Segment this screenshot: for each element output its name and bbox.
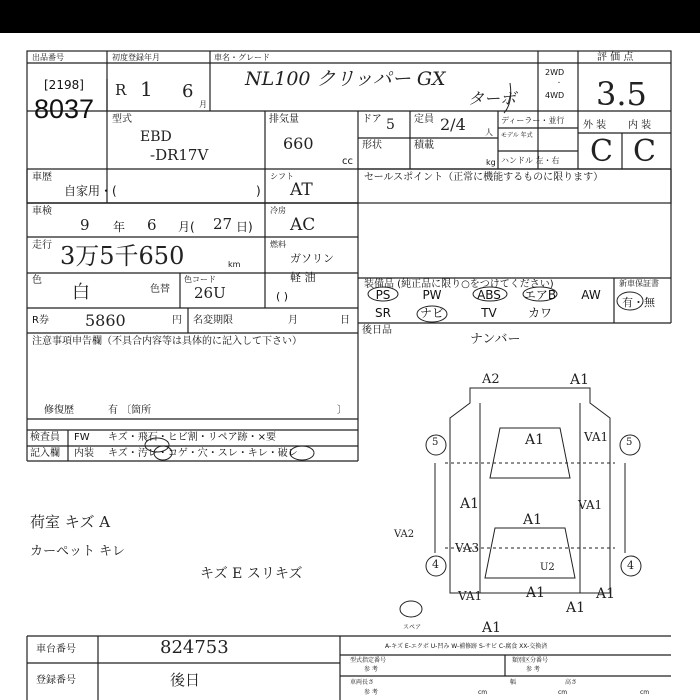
chassis: 824753 bbox=[160, 637, 229, 658]
length-cm: cm bbox=[478, 689, 488, 696]
fw-label: FW bbox=[74, 432, 90, 443]
class-ref: 参 考 bbox=[526, 666, 540, 673]
equip-ps: PS bbox=[375, 288, 391, 302]
capacity-label: 定員 bbox=[414, 114, 434, 125]
capacity: 2/4 bbox=[440, 115, 466, 134]
usage-paren: ) bbox=[256, 184, 261, 198]
handwritten-note-1: 荷室 キズ A bbox=[30, 513, 111, 531]
writer-label: 記入欄 bbox=[30, 448, 60, 459]
first-reg-month: 6 bbox=[182, 81, 194, 102]
lot-label: 出品番号 bbox=[32, 53, 64, 62]
color-change-label: 色替 bbox=[150, 284, 170, 295]
shift-label: シフト bbox=[270, 172, 294, 181]
score-label: 評 価 点 bbox=[597, 52, 634, 63]
exterior-label: 外 装 bbox=[583, 120, 607, 131]
equipment-label: 装備品 (純正品に限り○をつけてください) bbox=[364, 279, 554, 290]
load-label: 積載 bbox=[414, 140, 434, 151]
reg: 後日 bbox=[170, 671, 201, 689]
inspection-day: 27 bbox=[213, 215, 233, 233]
chassis-label: 車台番号 bbox=[36, 644, 76, 655]
repair-label: 修復歴 bbox=[44, 405, 74, 416]
diagram-mark: U2 bbox=[540, 562, 555, 573]
equip-airbag: エアB bbox=[523, 288, 557, 302]
diagram-mark: A2 bbox=[482, 372, 500, 387]
month-paren: 月( bbox=[178, 220, 195, 234]
rear-label: 後日品 bbox=[362, 325, 392, 336]
length-label: 車両長さ bbox=[350, 679, 375, 686]
type-cert-label: 型式指定番号 bbox=[350, 657, 387, 664]
recycle: 5860 bbox=[85, 311, 126, 330]
score: 3.5 bbox=[596, 75, 647, 113]
doors: 5 bbox=[386, 117, 395, 133]
month-unit: 月 bbox=[199, 100, 207, 109]
usage-label: 車歴 bbox=[32, 172, 52, 183]
color-label: 色 bbox=[32, 275, 42, 286]
handwritten-note-2: カーペット キレ bbox=[30, 544, 126, 559]
model-year-label: モデル 年式 bbox=[501, 132, 533, 139]
height-cm: cm bbox=[640, 689, 650, 696]
drive-4wd: 4WD bbox=[545, 91, 565, 100]
car-grade: ターボ bbox=[468, 89, 517, 108]
equip-sr: SR bbox=[375, 306, 391, 320]
sales-point-label: セールスポイント（正常に機能するものに限ります） bbox=[364, 172, 604, 183]
equip-pw: PW bbox=[422, 288, 442, 302]
shape-label: 形状 bbox=[362, 140, 382, 151]
equip-abs: ABS bbox=[477, 288, 501, 302]
car-name: NL100 クリッパー GX bbox=[245, 68, 446, 90]
fuel-gasoline: ガソリン bbox=[290, 252, 334, 265]
spare-label: スペア bbox=[403, 624, 422, 631]
diagram-mark: VA2 bbox=[394, 529, 415, 540]
drive-dot: ・ bbox=[556, 80, 563, 87]
usage: 自家用・( bbox=[64, 184, 117, 198]
warranty-label: 新車保証書 bbox=[619, 279, 659, 288]
first-reg-era: R bbox=[115, 81, 127, 99]
diagram-mark: 5 bbox=[432, 437, 439, 448]
model-code-2: -DR17V bbox=[150, 146, 209, 164]
kg-unit: kg bbox=[486, 158, 496, 167]
class-label: 類別区分番号 bbox=[512, 657, 549, 664]
car-name-label: 車名・グレード bbox=[214, 53, 270, 62]
length-ref: 参 考 bbox=[364, 689, 378, 696]
inspection-label: 車検 bbox=[32, 206, 52, 217]
diagram-mark: VA3 bbox=[455, 541, 480, 555]
diagram-mark: A1 bbox=[482, 620, 502, 636]
diagram-mark: A1 bbox=[525, 432, 545, 448]
lot-sub: [2198] bbox=[44, 78, 84, 92]
km-unit: km bbox=[228, 260, 241, 269]
handwritten-note-3: キズ E スリキズ bbox=[200, 566, 303, 582]
inspection-row-1: キズ・飛石・ヒビ割・リペア跡・×要 bbox=[108, 432, 276, 443]
diagram-mark: 4 bbox=[432, 558, 439, 571]
interior-grade: C bbox=[633, 134, 656, 169]
color-code: 26U bbox=[194, 284, 226, 302]
diagram-mark: A1 bbox=[526, 585, 546, 601]
inspection-row-2: キズ・汚レ・コゲ・穴・スレ・キレ・破レ bbox=[108, 448, 298, 459]
fuel-diesel: 軽 油 bbox=[290, 271, 316, 284]
drive-2wd: 2WD bbox=[545, 68, 565, 77]
diagram-mark: A1 bbox=[566, 600, 586, 616]
person-unit: 人 bbox=[485, 128, 493, 137]
color: 白 bbox=[72, 282, 90, 303]
recycle-label: R券 bbox=[32, 315, 49, 326]
inspection-month: 6 bbox=[147, 216, 157, 234]
model-label: 型式 bbox=[112, 114, 132, 125]
diagram-mark: VA1 bbox=[584, 430, 609, 444]
repair-bracket: 〕 bbox=[337, 405, 347, 416]
year-unit: 年 bbox=[113, 220, 126, 234]
expiry-month: 月 bbox=[288, 315, 298, 326]
notes-label: 注意事項申告欄（不具合内容等は具体的に記入して下さい） bbox=[32, 336, 302, 347]
door-label: ドア bbox=[362, 114, 382, 125]
diagram-mark: 5 bbox=[626, 437, 633, 448]
fuel-label: 燃料 bbox=[270, 240, 286, 249]
dealer-label: ディーラー・並行 bbox=[501, 116, 565, 125]
inspector-label: 検査員 bbox=[30, 432, 60, 443]
repair-value: 有 〔箇所 bbox=[108, 405, 152, 416]
diagram-mark: A1 bbox=[596, 586, 616, 602]
diagram-mark: A1 bbox=[460, 496, 480, 512]
yen-unit: 円 bbox=[172, 315, 182, 326]
height-label: 高さ bbox=[565, 679, 578, 686]
day-paren: 日) bbox=[236, 220, 253, 234]
equip-tv: TV bbox=[481, 306, 497, 320]
width-label: 幅 bbox=[510, 679, 517, 686]
equip-leather: カワ bbox=[527, 306, 552, 320]
rear-value: ナンバー bbox=[470, 332, 521, 347]
inspection-year: 9 bbox=[80, 216, 90, 234]
color-code-label: 色コード bbox=[184, 275, 216, 284]
displacement-label: 排気量 bbox=[269, 114, 299, 125]
diagram-mark: 4 bbox=[627, 559, 634, 572]
width-cm: cm bbox=[558, 689, 568, 696]
expiry-day: 日 bbox=[340, 315, 350, 326]
interior-label: 内 装 bbox=[628, 120, 652, 131]
ac-label: 冷房 bbox=[270, 206, 286, 215]
shift: AT bbox=[290, 180, 313, 200]
mileage-label: 走行 bbox=[32, 240, 52, 251]
cc-unit: cc bbox=[342, 156, 353, 167]
diagram-mark: VA1 bbox=[578, 498, 603, 512]
interior-row-label: 内装 bbox=[74, 448, 94, 459]
displacement: 660 bbox=[283, 134, 314, 153]
reg-label: 登録番号 bbox=[36, 675, 76, 686]
fuel-paren: ( ) bbox=[276, 290, 289, 303]
car-diagram-outline bbox=[400, 388, 641, 617]
auction-sheet bbox=[0, 33, 700, 700]
warranty: 有・無 bbox=[622, 296, 655, 309]
exterior-grade: C bbox=[590, 134, 613, 169]
diagram-mark: VA1 bbox=[458, 589, 483, 603]
model-code-1: EBD bbox=[140, 129, 172, 145]
ac: AC bbox=[290, 215, 316, 235]
first-reg-year: 1 bbox=[140, 77, 153, 101]
mileage: 3万5千650 bbox=[60, 242, 185, 270]
expiry-label: 名変期限 bbox=[193, 315, 233, 326]
handle-label: ハンドル 左・右 bbox=[501, 156, 560, 165]
legend: A-キズ E-エクボ U-凹み W-補修跡 S-サビ C-腐食 XX-交換済 bbox=[385, 643, 548, 650]
type-cert-ref: 参 考 bbox=[364, 666, 378, 673]
diagram-mark: A1 bbox=[523, 512, 543, 528]
diagram-mark: A1 bbox=[570, 372, 590, 388]
equip-navi: ナビ bbox=[419, 306, 444, 320]
equip-aw: AW bbox=[581, 288, 601, 302]
first-reg-label: 初度登録年月 bbox=[112, 53, 160, 62]
lot-number: 8037 bbox=[34, 94, 95, 124]
